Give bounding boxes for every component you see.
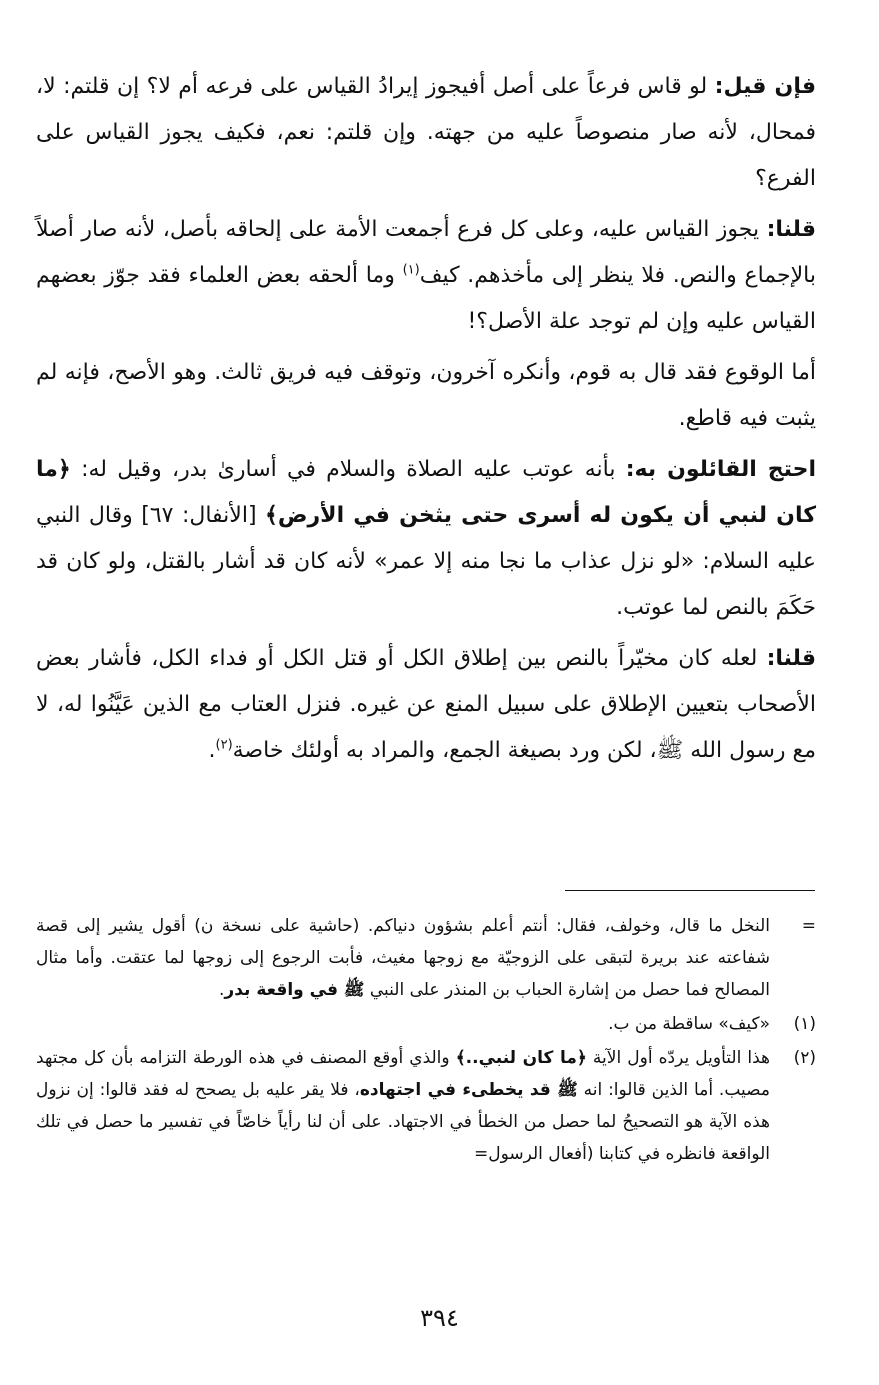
paragraph-text: لو قاس فرعاً على أصل أفيجوز إيرادُ القياس على فرعه أم لا؟ إن قلتم: لا، فمحال، لأنه صار منصوصاً عليه من جهته. وإن قلتم: نعم، فكيف يجوز القياس على الفرع؟ [36, 74, 816, 191]
paragraph-objection [36, 64, 816, 202]
footnote-continued [36, 910, 816, 1006]
paragraph-text: لعله كان مخيّراً بالنص بين إطلاق الكل أو قتل الكل أو فداء الكل، فأشار بعض الأصحاب بتعيين الإطلاق على سبيل المنع عن غيره. فنزل العتاب مع الذين عَيَّنُوا له، لا مع رسول الله ﷺ، لكن ورد بصيغة الجمع، والمراد به أولئك خاصة [36, 646, 816, 763]
paragraph-reply [36, 207, 816, 345]
footnote-ref-1: (١) [402, 262, 420, 278]
footnotes [36, 910, 816, 1172]
paragraph-lead: فإن قيل: [714, 74, 816, 99]
paragraph-text: . [208, 738, 216, 763]
quran-quote: ﴿ما كان لنبي أن يكون له أسرى حتى يثخن في الأرض﴾ [36, 457, 816, 528]
paragraph-argument [36, 447, 816, 631]
footnote-1 [36, 1008, 816, 1040]
footnote-text: هذا التأويل يردّه أول الآية ﴿ما كان لنبي..﴾ والذي أوقع المصنف في هذه الورطة التزامه بأن كل مجتهد مصيب. أما الذين قالوا: انه ﷺ قد يخطىء في اجتهاده، فلا يقر عليه بل يصحح له فقد قالوا: إن نزول هذه الآية هو التصحيحُ لما حصل من الخطأ في الاجتهاد. على أن لنا رأياً خاصّاً في تفسير ما حصل في تلك الواقعة فانظره في كتابنا (أفعال الرسول= [36, 1048, 771, 1164]
footnote-marker: (١) [793, 1014, 816, 1034]
footnote-ref-2: (٢) [215, 737, 233, 753]
footnote-text: النخل ما قال، وخولف، فقال: أنتم أعلم بشؤون دنياكم. (حاشية على نسخة ن) أقول يشير إلى قصة شفاعته عند بريرة لتبقى على الزوجيّة مع زوجها مغيث، فأبت الرجوع إلى زوجها لما عتقت. وأما مثال المصالح فما حصل من إشارة الحباب بن المنذر على النبي ﷺ في واقعة بدر. [36, 916, 770, 1000]
paragraph-text: وما ألحقه بعض العلماء فقد جوّز بعضهم القياس عليه وإن لم توجد علة الأصل؟! [36, 263, 816, 334]
footnote-divider [565, 890, 815, 891]
footnote-2 [36, 1042, 816, 1170]
footnote-marker: (٢) [793, 1048, 816, 1068]
paragraph-text: يجوز القياس عليه، وعلى كل فرع أجمعت الأمة على إلحاقه بأصل، لأنه صار أصلاً بالإجماع والنص. فلا ينظر إلى مأخذهم. كيف [36, 217, 816, 288]
paragraph-text: أما الوقوع فقد قال به قوم، وأنكره آخرون، وتوقف فيه فريق ثالث. وهو الأصح، فإنه لم يثبت فيه قاطع. [36, 360, 816, 431]
paragraph-lead: قلنا: [766, 646, 816, 671]
paragraph-text: [الأنفال: ٦٧] وقال النبي عليه السلام: «لو نزل عذاب ما نجا منه إلا عمر» لأنه كان قد أشار بالقتل، ولو كان قد حَكَمَ بالنص لما عوتب. [36, 503, 816, 620]
paragraph-answer [36, 636, 816, 774]
paragraph-text: بأنه عوتب عليه الصلاة والسلام في أسارىٰ بدر، وقيل له: [70, 457, 626, 482]
paragraph-occurrence [36, 350, 816, 442]
main-text [36, 64, 816, 779]
footnote-marker: = [801, 916, 816, 936]
paragraph-lead: قلنا: [766, 217, 816, 242]
footnote-text: «كيف» ساقطة من ب. [608, 1014, 770, 1034]
page-number: ٣٩٤ [420, 1304, 459, 1332]
paragraph-lead: احتج القائلون به: [625, 457, 816, 482]
